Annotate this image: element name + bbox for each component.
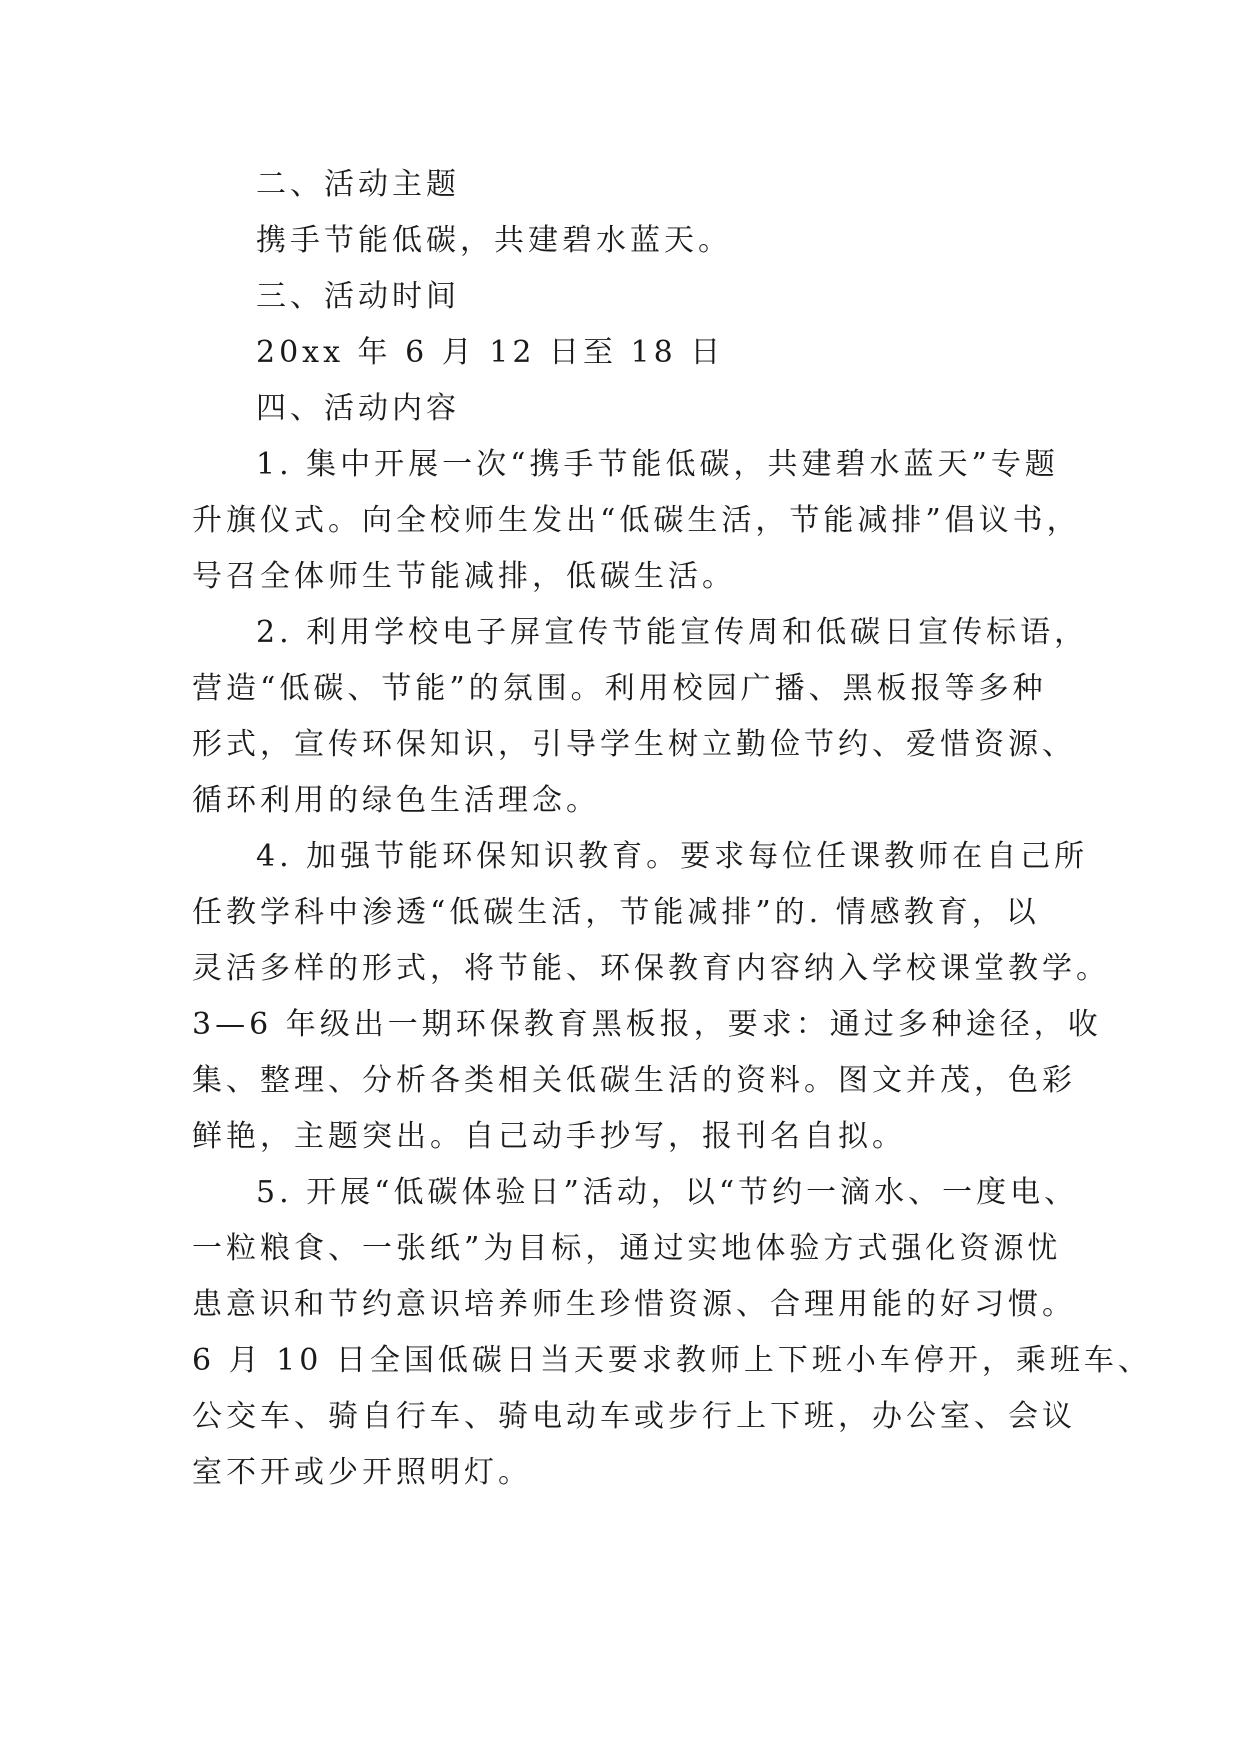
item-2-line-3: 形式，宣传环保知识，引导学生树立勤俭节约、爱惜资源、 — [192, 727, 1076, 762]
item-4-line-4: 3—6 年级出一期环保教育黑板报，要求：通过多种途径，收 — [192, 1007, 1102, 1042]
item-5-line-6: 室不开或少开照明灯。 — [192, 1455, 532, 1490]
item-2-line-2: 营造“低碳、节能”的氛围。利用校园广播、黑板报等多种 — [192, 671, 1047, 706]
item-1-line-2: 升旗仪式。向全校师生发出“低碳生活，节能减排”倡议书， — [192, 503, 1081, 538]
item-5-line-1: 5. 开展“低碳体验日”活动，以“节约一滴水、一度电、 — [256, 1175, 1079, 1210]
item-2-line-1: 2. 利用学校电子屏宣传节能宣传周和低碳日宣传标语， — [256, 615, 1089, 650]
item-4-line-1: 4. 加强节能环保知识教育。要求每位任课教师在自己所 — [256, 839, 1089, 874]
item-5-line-5: 公交车、骑自行车、骑电动车或步行上下班，办公室、会议 — [192, 1399, 1076, 1434]
item-5-line-2: 一粒粮食、一张纸”为目标，通过实地体验方式强化资源忧 — [192, 1231, 1062, 1266]
item-1-line-3: 号召全体师生节能减排，低碳生活。 — [192, 559, 736, 594]
item-4-line-6: 鲜艳，主题突出。自己动手抄写，报刊名自拟。 — [192, 1119, 906, 1154]
item-4-line-3: 灵活多样的形式，将节能、环保教育内容纳入学校课堂教学。 — [192, 951, 1110, 986]
item-5-line-4: 6 月 10 日全国低碳日当天要求教师上下班小车停开，乘班车、 — [192, 1343, 1152, 1378]
time-text: 20xx 年 6 月 12 日至 18 日 — [256, 335, 725, 370]
theme-text: 携手节能低碳，共建碧水蓝天。 — [256, 223, 732, 258]
section-heading-time: 三、活动时间 — [256, 279, 460, 314]
section-heading-theme: 二、活动主题 — [256, 167, 460, 202]
item-1-line-1: 1. 集中开展一次“携手节能低碳，共建碧水蓝天”专题 — [256, 447, 1059, 482]
section-heading-content: 四、活动内容 — [256, 391, 460, 426]
item-2-line-4: 循环利用的绿色生活理念。 — [192, 783, 600, 818]
item-5-line-3: 患意识和节约意识培养师生珍惜资源、合理用能的好习惯。 — [192, 1287, 1076, 1322]
item-4-line-5: 集、整理、分析各类相关低碳生活的资料。图文并茂，色彩 — [192, 1063, 1076, 1098]
item-4-line-2: 任教学科中渗透“低碳生活，节能减排”的. 情感教育，以 — [192, 895, 1040, 930]
